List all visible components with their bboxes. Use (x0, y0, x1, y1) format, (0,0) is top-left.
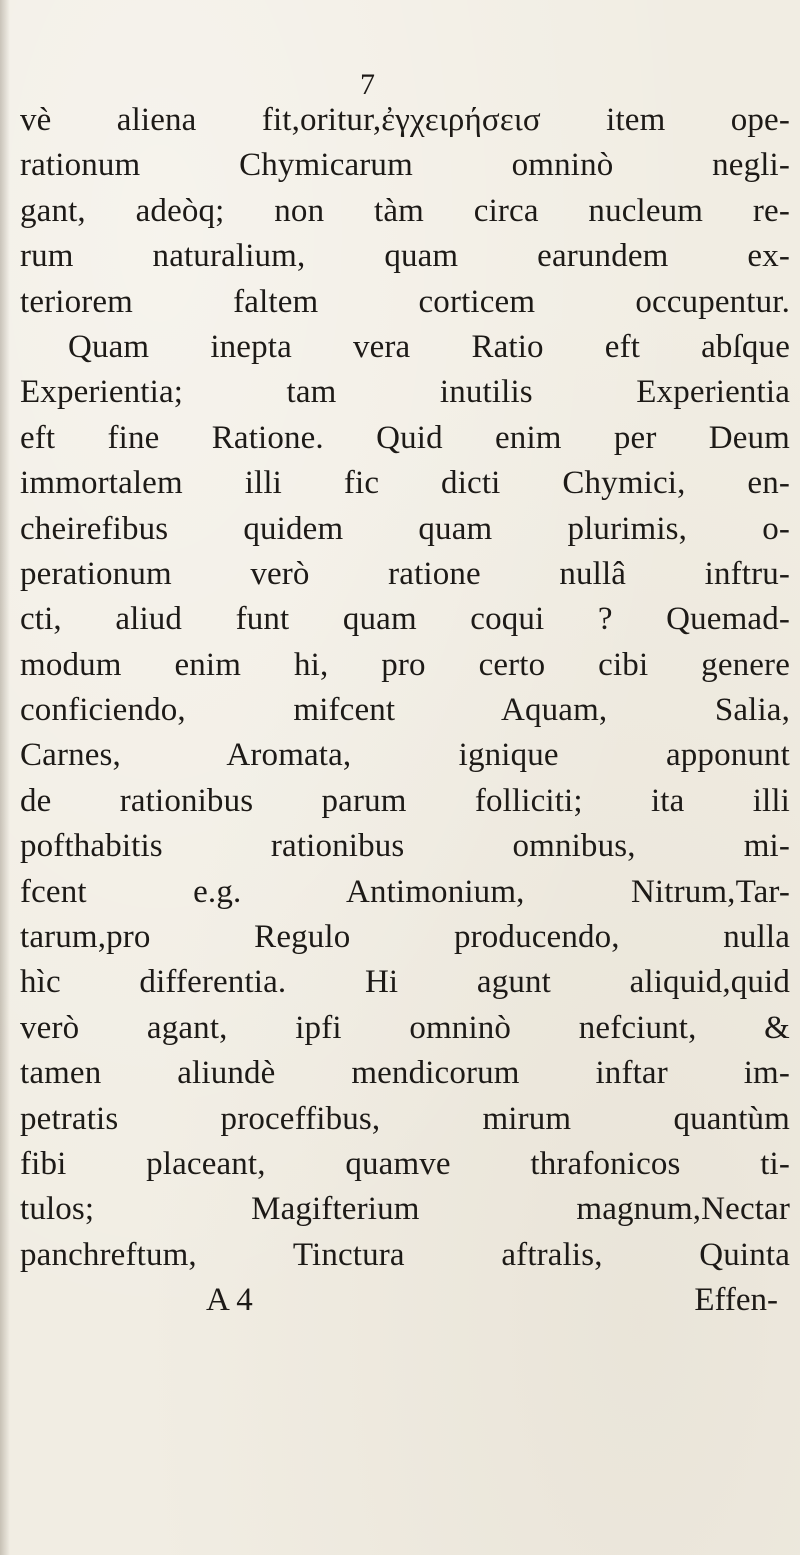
text-line: Quam inepta vera Ratio eft abſque (68, 328, 790, 365)
text-line: tulos; Magifterium magnum,Nectar (20, 1191, 790, 1228)
signature-mark: A 4 (206, 1282, 253, 1319)
text-line: tarum,pro Regulo producendo, nulla (20, 919, 790, 956)
text-line: de rationibus parum folliciti; ita illi (20, 782, 790, 819)
text-line: immortalem illi fic dicti Chymici, en- (20, 465, 790, 502)
text-line: fibi placeant, quamve thrafonicos ti- (20, 1145, 790, 1182)
text-line: petratis proceffibus, mirum quantùm (20, 1100, 790, 1137)
text-line: teriorem faltem corticem occupentur. (20, 283, 790, 320)
body-text (20, 98, 790, 1324)
binding-shadow (0, 0, 10, 1555)
text-line: tamen aliundè mendicorum inftar im- (20, 1055, 790, 1092)
text-line: gant, adeòq; non tàm circa nucleum re- (20, 192, 790, 229)
page-number: 7 (360, 68, 375, 101)
text-line: panchreftum, Tinctura aftralis, Quinta (20, 1236, 790, 1273)
page-footer (20, 1278, 790, 1323)
text-line: vè aliena fit,oritur,ἐγχειρήσεισ item ope- (20, 102, 790, 138)
text-line: Carnes, Aromata, ignique apponunt (20, 737, 790, 774)
text-line: hìc differentia. Hi agunt aliquid,quid (20, 964, 790, 1001)
text-line: pofthabitis rationibus omnibus, mi- (20, 828, 790, 865)
text-line: Experientia; tam inutilis Experientia (20, 374, 790, 411)
text-line: fcent e.g. Antimonium, Nitrum,Tar- (20, 873, 790, 910)
text-line: modum enim hi, pro certo cibi genere (20, 646, 790, 683)
text-line: rum naturalium, quam earundem ex- (20, 238, 790, 275)
text-line: rationum Chymicarum omninò negli- (20, 147, 790, 184)
text-line: verò agant, ipfi omninò nefciunt, & (20, 1009, 790, 1046)
text-line: conficiendo, mifcent Aquam, Salia, (20, 692, 790, 729)
text-line: cheirefibus quidem quam plurimis, o- (20, 510, 790, 547)
text-line: perationum verò ratione nullâ inftru- (20, 555, 790, 592)
catchword: Effen- (694, 1282, 778, 1319)
text-line: eft fine Ratione. Quid enim per Deum (20, 419, 790, 456)
text-line: cti, aliud funt quam coqui ? Quemad- (20, 601, 790, 638)
